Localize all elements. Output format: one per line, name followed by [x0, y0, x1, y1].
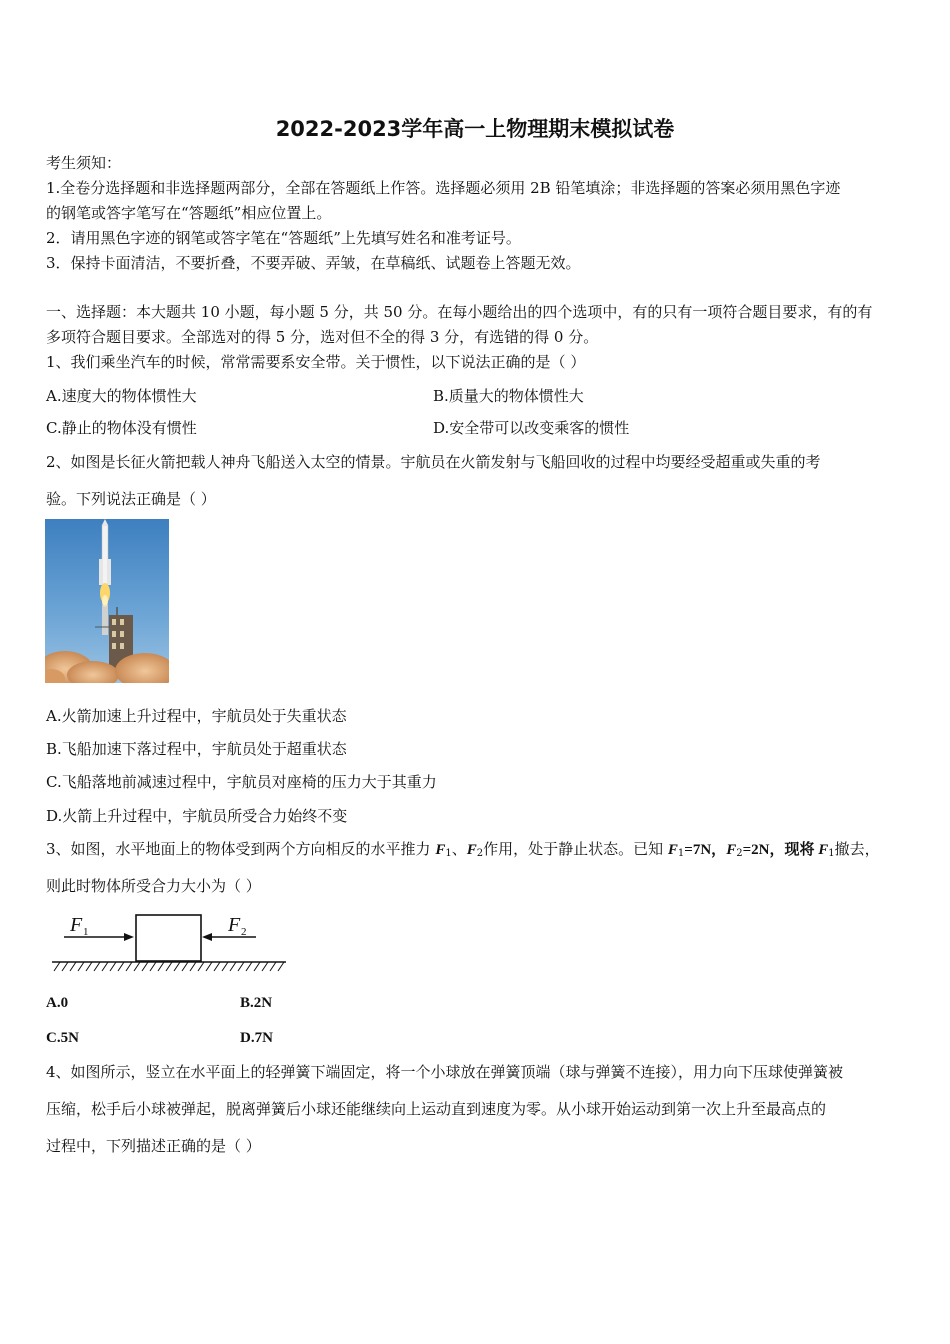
force-label-f2-sub: 2	[241, 926, 247, 938]
notice-item-1a: 1.全卷分选择题和非选择题两部分，全部在答题纸上作答。选择题必须用 2B 铅笔填涂；非选择题的答案必须用黑色字迹	[46, 179, 841, 197]
force-label-f1: F	[70, 914, 83, 936]
q1-option-b: B.质量大的物体惯性大	[433, 387, 584, 405]
q2-stem-a: 2、如图是长征火箭把载人神舟飞船送入太空的情景。宇航员在火箭发射与飞船回收的过程中均要经受超重或失重的考	[46, 453, 821, 471]
notice-heading: 考生须知：	[46, 154, 122, 172]
q2-option-c: C.飞船落地前减速过程中，宇航员对座椅的压力大于其重力	[46, 773, 437, 791]
ground-hatch	[54, 962, 284, 971]
q3-option-c: C.5N	[46, 1030, 79, 1046]
q1-option-a: A.速度大的物体惯性大	[46, 387, 197, 405]
force-diagram	[50, 905, 290, 975]
q2-stem-b: 验。下列说法正确是（ ）	[46, 490, 216, 508]
notice-item-2: 2．请用黑色字迹的钢笔或答字笔在“答题纸”上先填写姓名和准考证号。	[46, 229, 521, 247]
rocket-launch-image	[45, 519, 169, 683]
section-intro-b: 多项符合题目要求。全部选对的得 5 分，选对但不全的得 3 分，有选错的得 0 分。	[46, 328, 599, 346]
force-label-f1-sub: 1	[83, 926, 89, 938]
q4-stem-a: 4、如图所示，竖立在水平面上的轻弹簧下端固定，将一个小球放在弹簧顶端（球与弹簧不连接），用力向下压球使弹簧被	[46, 1063, 844, 1081]
q3-stem-b: 则此时物体所受合力大小为（ ）	[46, 877, 261, 895]
notice-item-3: 3．保持卡面清洁，不要折叠，不要弄破、弄皱，在草稿纸、试题卷上答题无效。	[46, 254, 581, 272]
block	[136, 915, 201, 961]
q3-stem-a: 3、如图，水平地面上的物体受到两个方向相反的水平推力 $F_1$、$F_2$作用，处于静止状态。已知 $F_1=7N$，$F_2=2N$，现将 $F_1$撤去，	[46, 840, 880, 859]
notice-item-1b: 的钢笔或答字笔写在“答题纸”相应位置上。	[46, 204, 332, 222]
q3-option-b: B.2N	[240, 995, 273, 1011]
q2-option-d: D.火箭上升过程中，宇航员所受合力始终不变	[46, 807, 348, 825]
q1-option-d: D.安全带可以改变乘客的惯性	[433, 419, 630, 437]
force-label-f2: F	[228, 914, 241, 936]
q3-option-a: A.0	[46, 995, 69, 1011]
q2-option-a: A.火箭加速上升过程中，宇航员处于失重状态	[46, 707, 347, 725]
page-title: 2022-2023学年高一上物理期末模拟试卷	[275, 117, 675, 141]
q3-option-d: D.7N	[240, 1030, 273, 1046]
q4-stem-b: 压缩，松手后小球被弹起，脱离弹簧后小球还能继续向上运动直到速度为零。从小球开始运动到第一次上升至最高点的	[46, 1100, 827, 1118]
q4-stem-c: 过程中，下列描述正确的是（ ）	[46, 1137, 261, 1155]
q2-option-b: B.飞船加速下落过程中，宇航员处于超重状态	[46, 740, 347, 758]
q1-option-c: C.静止的物体没有惯性	[46, 419, 197, 437]
q1-stem: 1、我们乘坐汽车的时候，常常需要系安全带。关于惯性，以下说法正确的是（ ）	[46, 353, 586, 371]
section-intro-a: 一、选择题：本大题共 10 小题，每小题 5 分，共 50 分。在每小题给出的四个选项中，有的只有一项符合题目要求，有的有	[46, 303, 873, 321]
